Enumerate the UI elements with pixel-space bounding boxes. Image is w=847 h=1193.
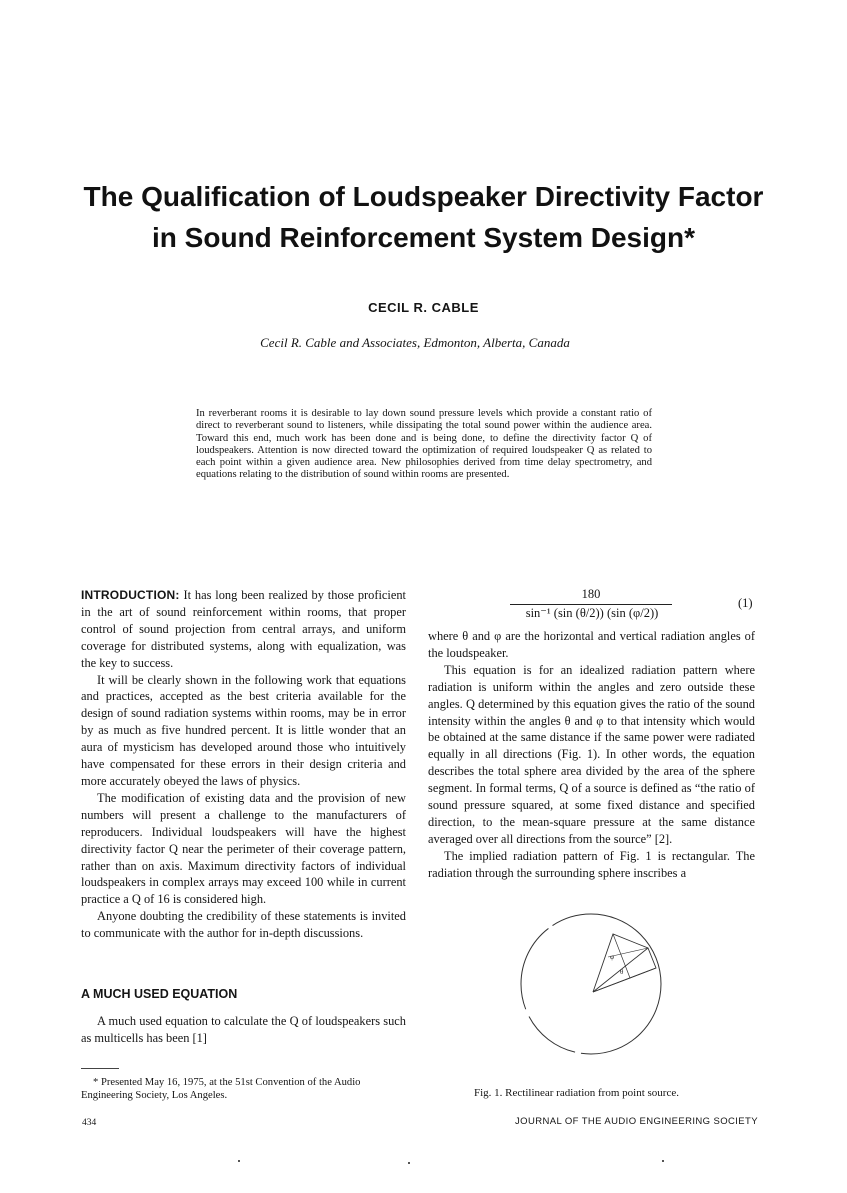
scan-speck [238,1160,240,1162]
intro-lead: INTRODUCTION: [81,588,180,602]
author-name: CECIL R. CABLE [368,300,479,315]
right-paragraph-2: This equation is for an idealized radiation pattern where radiation is uniform within the angles and zero outside these angles. Q determined by this equation gives the ratio of the sound intensity within the angles θ and φ to that intensity which would be obtained at the same distance if the same power were radiated equally in all directions (Fig. 1). In other words, the equation describes the total sphere area divided by the area of the sphere segment. In formal terms, Q of a source is defined as “the ratio of sound pressure squared, at some fixed distance and specified direction, to the mean-square pressure at the same distance averaged over all directions from the source” [2]. [428,662,755,846]
abstract: In reverberant rooms it is desirable to lay down sound pressure levels which provide a constant ratio of direct to reverberant sound to listeners, while dissipating the total sound power within the audience area. Toward this end, much work has been done and is being done, to define the directivity factor Q of loudspeakers. Attention is now directed toward the optimization of required loudspeaker Q as related to each point within a given audience area. New philosophies derived from time delay spectrometry, and equations relating to the distribution of sound within rooms are presented. [196,408,652,481]
equation-denominator: sin⁻¹ (sin (θ/2)) (sin (φ/2)) [525,606,659,620]
title-line-2: in Sound Reinforcement System Design* [152,222,695,253]
section-heading: A MUCH USED EQUATION [81,987,238,1001]
angle-label-phi: φ [610,953,615,961]
section-2-paragraph: A much used equation to calculate the Q of loudspeakers such as multicells has been [1] [81,1014,406,1045]
footnote-line-1: * Presented May 16, 1975, at the 51st Convention of the Audio [93,1077,361,1088]
intro-section [81,587,406,942]
paper-title [0,176,847,258]
figure-1-diagram [508,912,678,1062]
page-number: 434 [82,1118,97,1128]
scan-speck [408,1162,410,1164]
right-column-text [428,628,755,882]
sphere-outline [521,914,661,1054]
equation-numerator: 180 [581,587,601,601]
footnote-rule [81,1068,119,1069]
scan-speck [662,1160,664,1162]
right-paragraph-1: where θ and φ are the horizontal and vertical radiation angles of the loudspeaker. [428,629,755,660]
equation-label: (1) [738,596,753,610]
axis-line-b [593,968,656,992]
angle-label-theta: θ [620,968,624,976]
journal-name: JOURNAL OF THE AUDIO ENGINEERING SOCIETY [515,1116,758,1127]
figure-caption: Fig. 1. Rectilinear radiation from point source. [474,1087,679,1099]
title-line-1: The Qualification of Loudspeaker Directivity Factor [83,181,764,212]
footnote-line-2: Engineering Society, Los Angeles. [81,1090,228,1101]
intro-p1-text: It has long been realized by those proficient in the art of sound reinforcement within rooms, that proper control of sound projection from central arrays, and uniform coverage for distributed systems, along with equalization, was the key to success. [81,588,406,670]
intro-paragraph-1 [81,587,406,672]
intro-paragraph-4: Anyone doubting the credibility of these statements is invited to communicate with the author for in-depth discussions. [81,909,406,941]
right-paragraph-3: The implied radiation pattern of Fig. 1 is rectangular. The radiation through the surrounding sphere inscribes a [428,848,755,880]
intro-paragraph-3: The modification of existing data and the provision of new numbers will present a challenge to the manufacturers of reproducers. Individual loudspeakers will have the highest directivity factor Q near the perimeter of their coverage pattern, rather than on axis. Maximum directivity factors of individual loudspeakers in complex arrays may exceed 100 while in current practice a Q of 16 is considered high. [81,790,406,907]
author-affiliation: Cecil R. Cable and Associates, Edmonton, Alberta, Canada [260,335,570,350]
intro-paragraph-2: It will be clearly shown in the following work that equations and practices, accepted as the best criteria available for the design of sound radiation systems within rooms, may be in error by as much as five hundred percent. It is little wonder that an aura of mysticism has developed around those who intuitively have compensated for these errors in their design criteria and more accurately obeyed the laws of physics. [81,672,406,788]
section-2-body [81,1013,406,1047]
footnote [81,1076,411,1102]
